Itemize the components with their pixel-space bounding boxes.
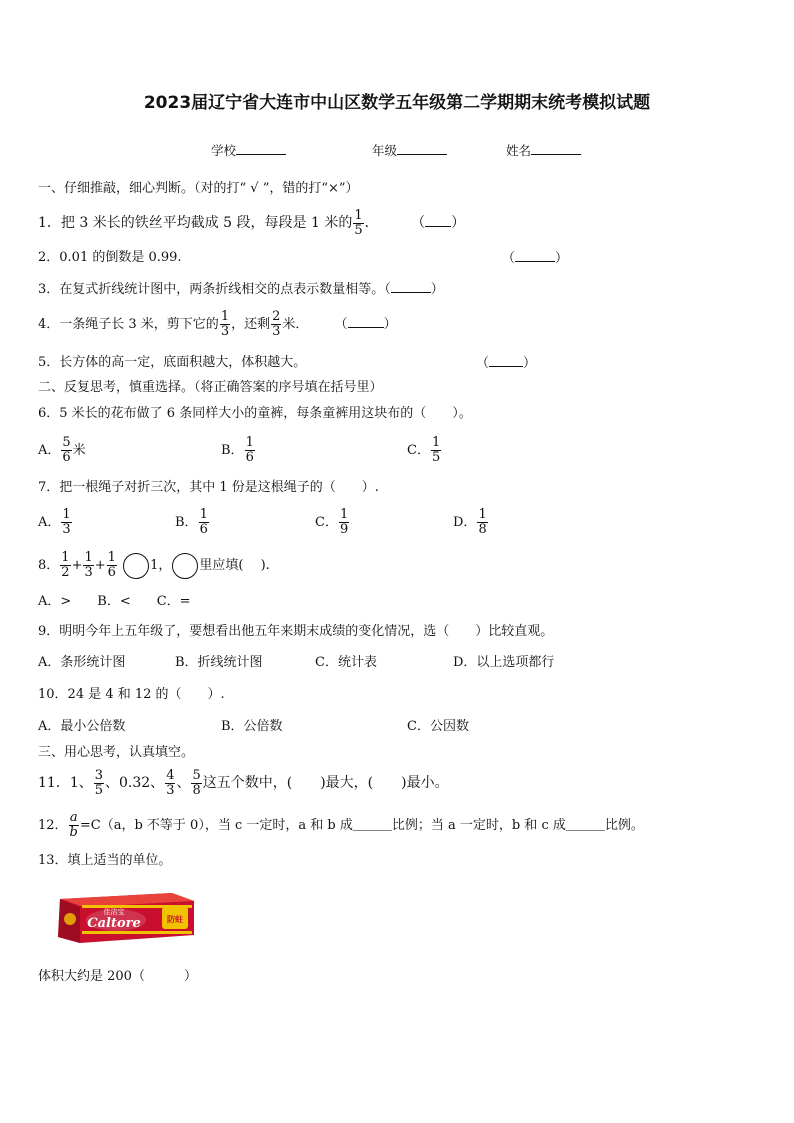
q5-answer-paren[interactable]: （ ）	[476, 356, 537, 371]
name-label: 姓名	[506, 143, 532, 158]
question-13: 13．填上适当的单位。	[38, 853, 172, 868]
question-6: 6．5 米长的花布做了 6 条同样大小的童裤，每条童裤用这块布的（ ）。	[38, 406, 472, 421]
question-4: 4．一条绳子长 3 米，剪下它的 $\frac{1}{3}$ ，还剩 $\frac{2}{3}$ 米． （ ）	[38, 309, 397, 339]
school-field[interactable]	[211, 142, 286, 160]
q7-option-d[interactable]: D． $\frac{1}{8}$	[453, 507, 487, 537]
q2-answer-paren[interactable]: （ ）	[502, 251, 569, 266]
question-8: 8． $\frac{1}{2}$ + $\frac{1}{3}$ + $\frac{1}{6}$ 1， 里应填( ).	[38, 550, 270, 580]
grade-label: 年级	[372, 143, 398, 158]
product-cn-name: 佳洁宝	[103, 908, 125, 916]
q7-option-a[interactable]: A． $\frac{1}{3}$	[38, 507, 71, 537]
q4-fraction-1: $\frac{1}{3}$	[220, 309, 230, 339]
product-badge: 防蛀	[167, 915, 183, 924]
grade-field[interactable]	[372, 142, 447, 160]
q10-option-c[interactable]: C．公因数	[407, 719, 469, 734]
page-title: 2023届辽宁省大连市中山区数学五年级第二学期期末统考模拟试题	[143, 93, 651, 113]
q8-options[interactable]: A．> B．< C．=	[38, 594, 191, 609]
q9-option-a[interactable]: A．条形统计图	[38, 655, 126, 670]
question-11: 11．1、 $\frac{3}{5}$ 、0.32、 $\frac{4}{3}$ 、 $\frac{5}{8}$ 这五个数中，( )最大，( )最小。	[38, 767, 449, 798]
q12-fraction: $\frac{a}{b}$	[69, 810, 78, 840]
name-field[interactable]	[506, 142, 581, 160]
q8-fraction-3: $\frac{1}{6}$	[107, 550, 116, 580]
q8-fraction-2: $\frac{1}{3}$	[84, 550, 93, 580]
q1-answer-paren[interactable]: （ ）	[411, 215, 466, 231]
q4-fraction-2: $\frac{2}{3}$	[272, 309, 281, 339]
q9-option-d[interactable]: D．以上选项都行	[453, 655, 555, 670]
question-12: 12． $\frac{a}{b}$ =C（a，b 不等于 0），当 c 一定时，a 和 b 成＿＿＿比例；当 a 一定时，b 和 c 成＿＿＿比例。	[38, 810, 644, 840]
q12-text[interactable]: =C（a，b 不等于 0），当 c 一定时，a 和 b 成＿＿＿比例；当 a 一定时，b 和 c 成＿＿＿比例。	[79, 818, 644, 833]
section-2-heading: 二、反复思考，慎重选择。（将正确答案的序号填在括号里）	[38, 380, 383, 395]
q1-text: 1．把 3 米长的铁丝平均截成 5 段，每段是 1 米的	[38, 215, 353, 231]
question-3	[38, 280, 444, 299]
q3-answer-paren[interactable]: （ ）	[384, 282, 444, 297]
question-7: 7．把一根绳子对折三次，其中 1 份是这根绳子的（ ）.	[38, 480, 379, 495]
q11-text[interactable]: 这五个数中，( )最大，( )最小。	[202, 775, 449, 791]
q9-option-c[interactable]: C．统计表	[315, 655, 377, 670]
q7-option-c[interactable]: C． $\frac{1}{9}$	[315, 507, 349, 537]
question-10: 10．24 是 4 和 12 的（ ）.	[38, 687, 225, 702]
q10-option-a[interactable]: A．最小公倍数	[38, 719, 126, 734]
q6-option-c[interactable]: C． $\frac{1}{5}$	[407, 435, 441, 465]
q1-fraction: $\frac{1}{5}$	[354, 207, 363, 238]
question-9: 9．明明今年上五年级了，要想看出他五年来期末成绩的变化情况，选（ ）比较直观。	[38, 624, 554, 639]
school-label: 学校	[211, 143, 237, 158]
q13-caption[interactable]: 体积大约是 200（ ）	[38, 969, 197, 984]
product-brand: Caltore	[87, 916, 141, 931]
q6-option-b[interactable]: B． $\frac{1}{6}$	[221, 435, 254, 465]
section-1-heading: 一、仔细推敲，细心判断。（对的打“ √ ”，错的打“×”）	[38, 181, 359, 196]
q10-option-b[interactable]: B．公倍数	[221, 719, 283, 734]
q8-fraction-1: $\frac{1}{2}$	[61, 550, 70, 580]
grade-blank[interactable]	[397, 142, 447, 155]
q9-option-b[interactable]: B．折线统计图	[175, 655, 263, 670]
q6-option-a[interactable]: A． $\frac{5}{6}$ 米	[38, 435, 86, 465]
school-blank[interactable]	[236, 142, 286, 155]
question-1: 1．把 3 米长的铁丝平均截成 5 段，每段是 1 米的 $\frac{1}{5}$ ． （ ）	[38, 207, 466, 238]
q3-text: 3．在复式折线统计图中，两条折线相交的点表示数量相等。	[38, 282, 385, 297]
toothpaste-box-image	[54, 893, 196, 945]
q2-text: 2．0.01 的倒数是 0.99.	[38, 250, 182, 265]
question-2	[38, 249, 182, 267]
q8-answer-circle-2	[172, 553, 198, 579]
q8-answer-circle-1[interactable]	[123, 553, 149, 579]
q7-option-b[interactable]: B． $\frac{1}{6}$	[175, 507, 208, 537]
q4-answer-paren[interactable]: （ ）	[334, 317, 397, 332]
name-blank[interactable]	[531, 142, 581, 155]
section-3-heading: 三、用心思考，认真填空。	[38, 745, 195, 760]
question-5: 5．长方体的高一定，底面积越大，体积越大。	[38, 355, 307, 370]
